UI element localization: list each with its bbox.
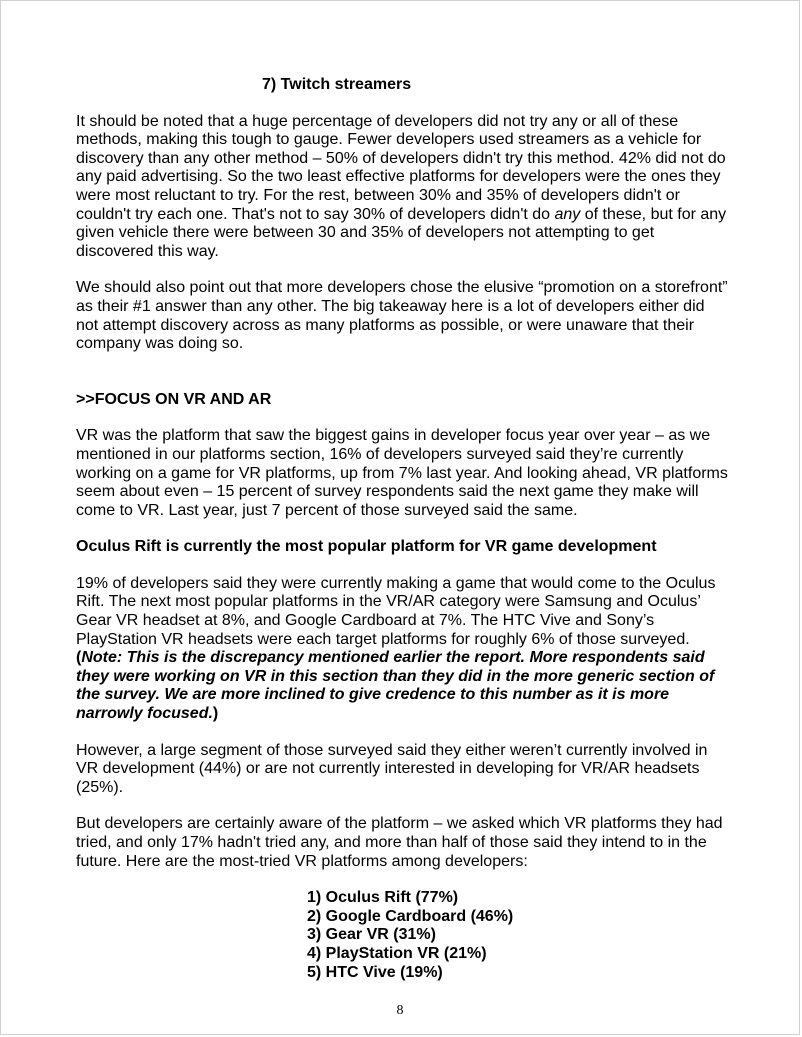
list-item: 1) Oculus Rift (77%) [307, 889, 459, 907]
page-content [76, 76, 731, 982]
list-item: 5) HTC Vive (19%) [307, 963, 443, 981]
list-item: 2) Google Cardboard (46%) [307, 907, 514, 925]
discrepancy-note: Note: This is the discrepancy mentioned earlier the report. More respondents said they were working on VR in this section than they did in the more generic section of the survey. We are more inclined to give credence to this number as it is more narrowly focused. [76, 649, 715, 723]
page-number: 8 [396, 1003, 404, 1018]
paragraph-twitch-discovery [76, 113, 731, 262]
list-item: 3) Gear VR (31%) [307, 926, 436, 944]
paragraph-vr-gains: VR was the platform that saw the biggest gains in developer focus year over year – as we mentioned in our platforms section, 16% of developers surveyed said they’re currently working on a game for VR platforms, up from 7% last year. And looking ahead, VR platforms seem about even – 15 percent of survey respondents said the next game they make will come to VR. Last year, just 7 percent of those surveyed said the same. [76, 427, 728, 519]
section-heading-vr-ar: >>FOCUS ON VR AND AR [76, 390, 272, 408]
paragraph-text: It should be noted that a huge percentage of developers did not try any or all of these methods, making this tough to gauge. Fewer developers used streamers as a vehicle for discovery than any other method – 50% of developers didn't try this method. 42% did not do any paid advertising. So the two least effective platforms for developers were the ones they were most reluctant to try. For the rest, between 30% and 35% of developers didn't or couldn't try each one. That's not to say 30% of developers didn't do [76, 112, 726, 223]
paragraph-storefront-promotion: We should also point out that more developers chose the elusive “promotion on a storefront” as their #1 answer than any other. The big takeaway here is a lot of developers either did not attempt discovery across as many platforms as possible, or were unaware that their company was doing so. [76, 279, 728, 353]
paragraph-text: of these, but for any given vehicle there were between 30 and 35% of developers not attempting to get discovered this way. [76, 205, 727, 260]
list-item: 4) PlayStation VR (21%) [307, 944, 487, 962]
paragraph-aware-platforms: But developers are certainly aware of the platform – we asked which VR platforms they had tried, and only 17% hadn't tried any, and more than half of those said they intend to in the future. Here are the most-tried VR platforms among developers: [76, 815, 723, 870]
emphasis-text: any [554, 205, 581, 223]
subheading-oculus-rift: Oculus Rift is currently the most popular platform for VR game development [76, 538, 657, 556]
paragraph-vr-platforms [76, 575, 731, 724]
note-paren-open: ( [76, 649, 82, 667]
section-heading-twitch: 7) Twitch streamers [262, 76, 412, 93]
note-paren-close: ) [212, 705, 219, 723]
paragraph-not-involved: However, a large segment of those surveyed said they either weren’t currently involved in VR development (44%) or are not currently interested in developing for VR/AR headsets (25%). [76, 741, 708, 796]
paragraph-text: 19% of developers said they were currently making a game that would come to the Oculus Rift. The next most popular platforms in the VR/AR category were Samsung and Oculus’ Gear VR headset at 8%, and Google Cardboard at 7%. The HTC Vive and Sony’s PlayStation VR headsets were each target platforms for roughly 6% of those surveyed. [76, 574, 716, 648]
vr-platforms-list [76, 889, 731, 982]
